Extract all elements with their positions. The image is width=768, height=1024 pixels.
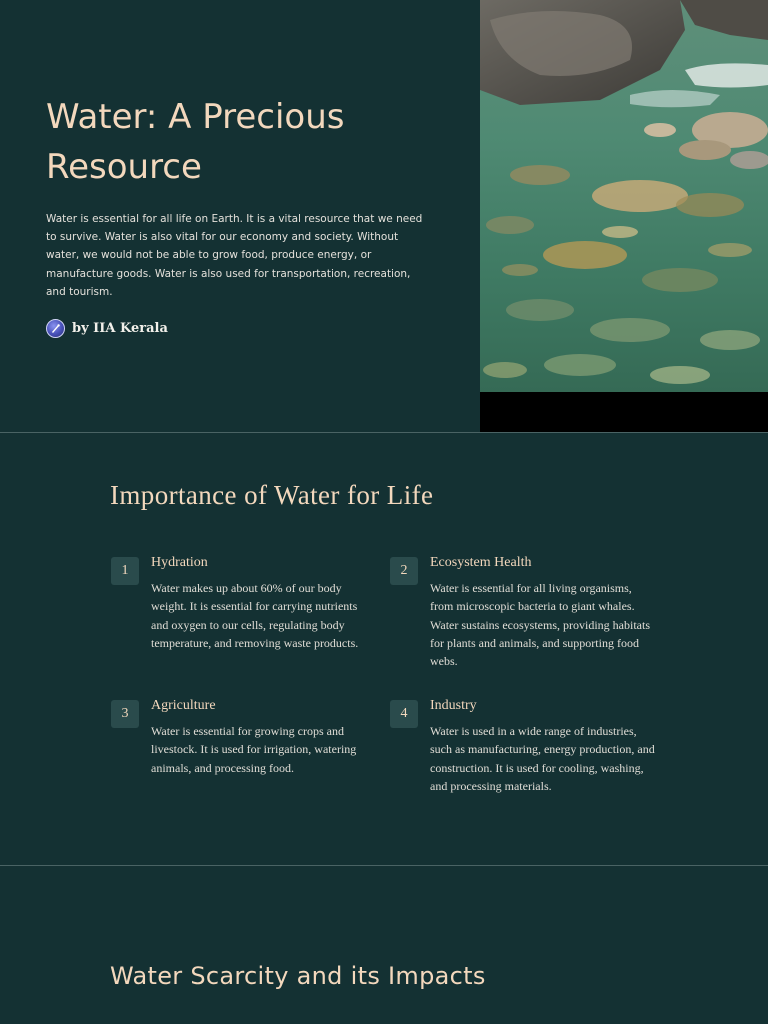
section-title: Water Scarcity and its Impacts xyxy=(110,962,486,990)
author-byline[interactable] xyxy=(46,317,168,339)
section-title: Importance of Water for Life xyxy=(110,480,434,510)
page-title: Water: A Precious Resource xyxy=(46,97,345,187)
hero-section xyxy=(0,0,768,432)
hero-description: Water is essential for all life on Earth. It is a vital resource that we need to survive. Water is also vital for our economy and society. Without water, we would not be able to grow food, produce energy, or manufacture goods. Water is also used for transportation, recreation, and tourism. xyxy=(46,213,423,298)
card-title: Ecosystem Health xyxy=(430,555,532,570)
card-number-badge: 1 xyxy=(111,557,139,585)
card-text: Water is essential for all living organisms, from microscopic bacteria to giant whales. Water sustains ecosystems, providing habitats for plants and animals, and supporting food webs. xyxy=(430,581,650,669)
card-number-badge: 4 xyxy=(390,700,418,728)
card-number-badge: 3 xyxy=(111,700,139,728)
river-stones-photo xyxy=(480,0,768,432)
card-text: Water makes up about 60% of our body weight. It is essential for carrying nutrients and oxygen to our cells, regulating body temperature, and removing waste products. xyxy=(151,581,359,650)
card-title: Agriculture xyxy=(151,698,216,713)
scarcity-section xyxy=(0,866,768,1024)
author-name: by IIA Kerala xyxy=(72,320,168,336)
importance-section xyxy=(0,433,768,865)
card-text: Water is essential for growing crops and livestock. It is used for irrigation, watering animals, and processing food. xyxy=(151,724,357,775)
card-text: Water is used in a wide range of industries, such as manufacturing, energy production, and construction. It is used for cooling, washing, and processing materials. xyxy=(430,724,655,793)
author-avatar-icon xyxy=(46,319,65,338)
card-title: Hydration xyxy=(151,555,208,570)
card-number-badge: 2 xyxy=(390,557,418,585)
card-title: Industry xyxy=(430,698,477,713)
